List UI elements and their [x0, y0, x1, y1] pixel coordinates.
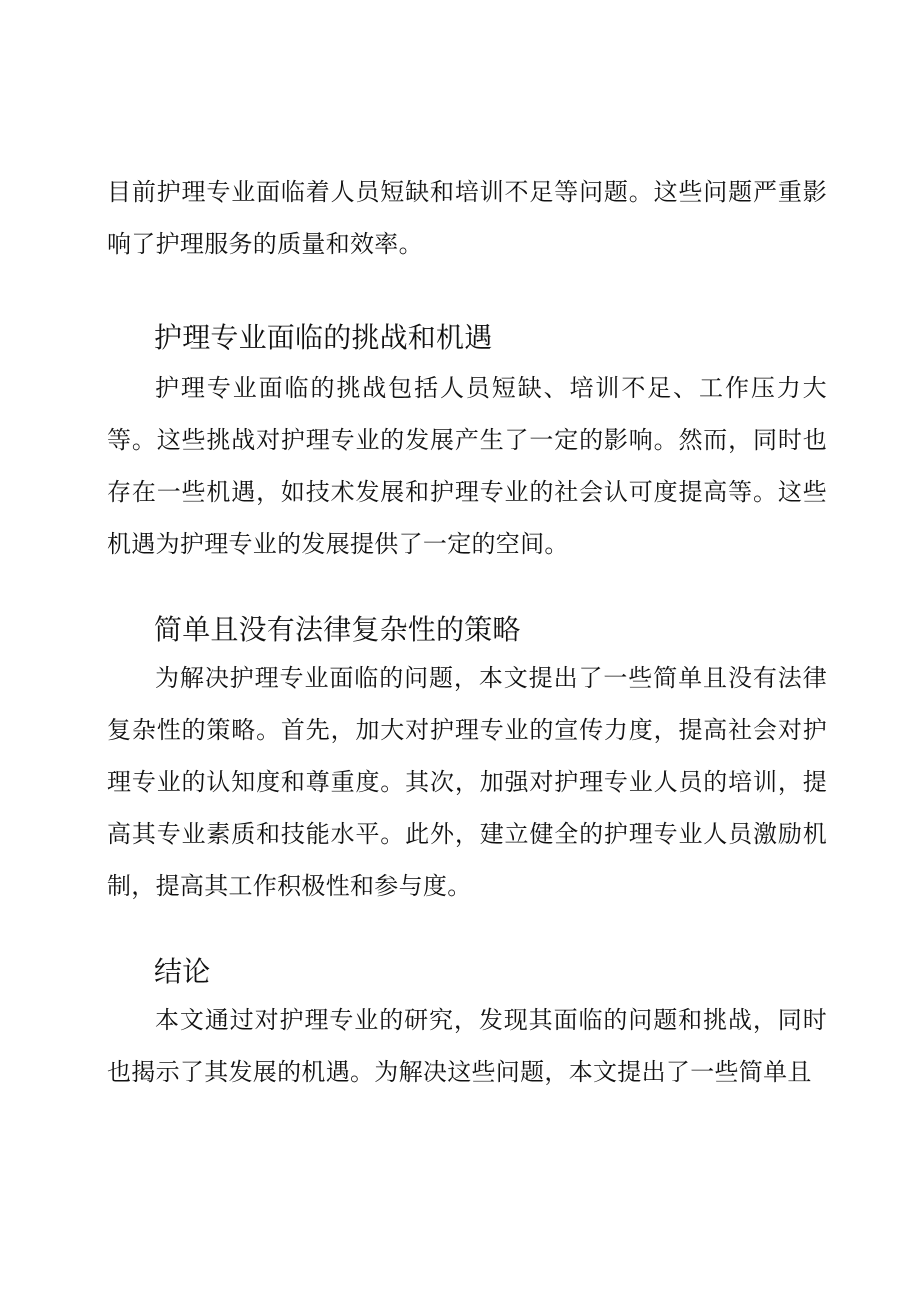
section-heading-challenges: 护理专业面临的挑战和机遇	[154, 321, 493, 354]
section-paragraph-conclusion: 本文通过对护理专业的研究，发现其面临的问题和挑战，同时也揭示了其发展的机遇。为解决这些问题，本文提出了一些简单且	[107, 1006, 827, 1086]
intro-paragraph: 目前护理专业面临着人员短缺和培训不足等问题。这些问题严重影响了护理服务的质量和效率。	[107, 178, 827, 258]
section-heading-conclusion: 结论	[154, 955, 211, 988]
section-heading-strategies: 简单且没有法律复杂性的策略	[154, 613, 521, 646]
section-paragraph-challenges: 护理专业面临的挑战包括人员短缺、培训不足、工作压力大等。这些挑战对护理专业的发展产生了一定的影响。然而，同时也存在一些机遇，如技术发展和护理专业的社会认可度提高等。这些机遇为护理专业的发展提供了一定的空间。	[107, 374, 827, 558]
section-paragraph-strategies: 为解决护理专业面临的问题，本文提出了一些简单且没有法律复杂性的策略。首先，加大对护理专业的宣传力度，提高社会对护理专业的认知度和尊重度。其次，加强对护理专业人员的培训，提高其专业素质和技能水平。此外，建立健全的护理专业人员激励机制，提高其工作积极性和参与度。	[107, 664, 827, 900]
